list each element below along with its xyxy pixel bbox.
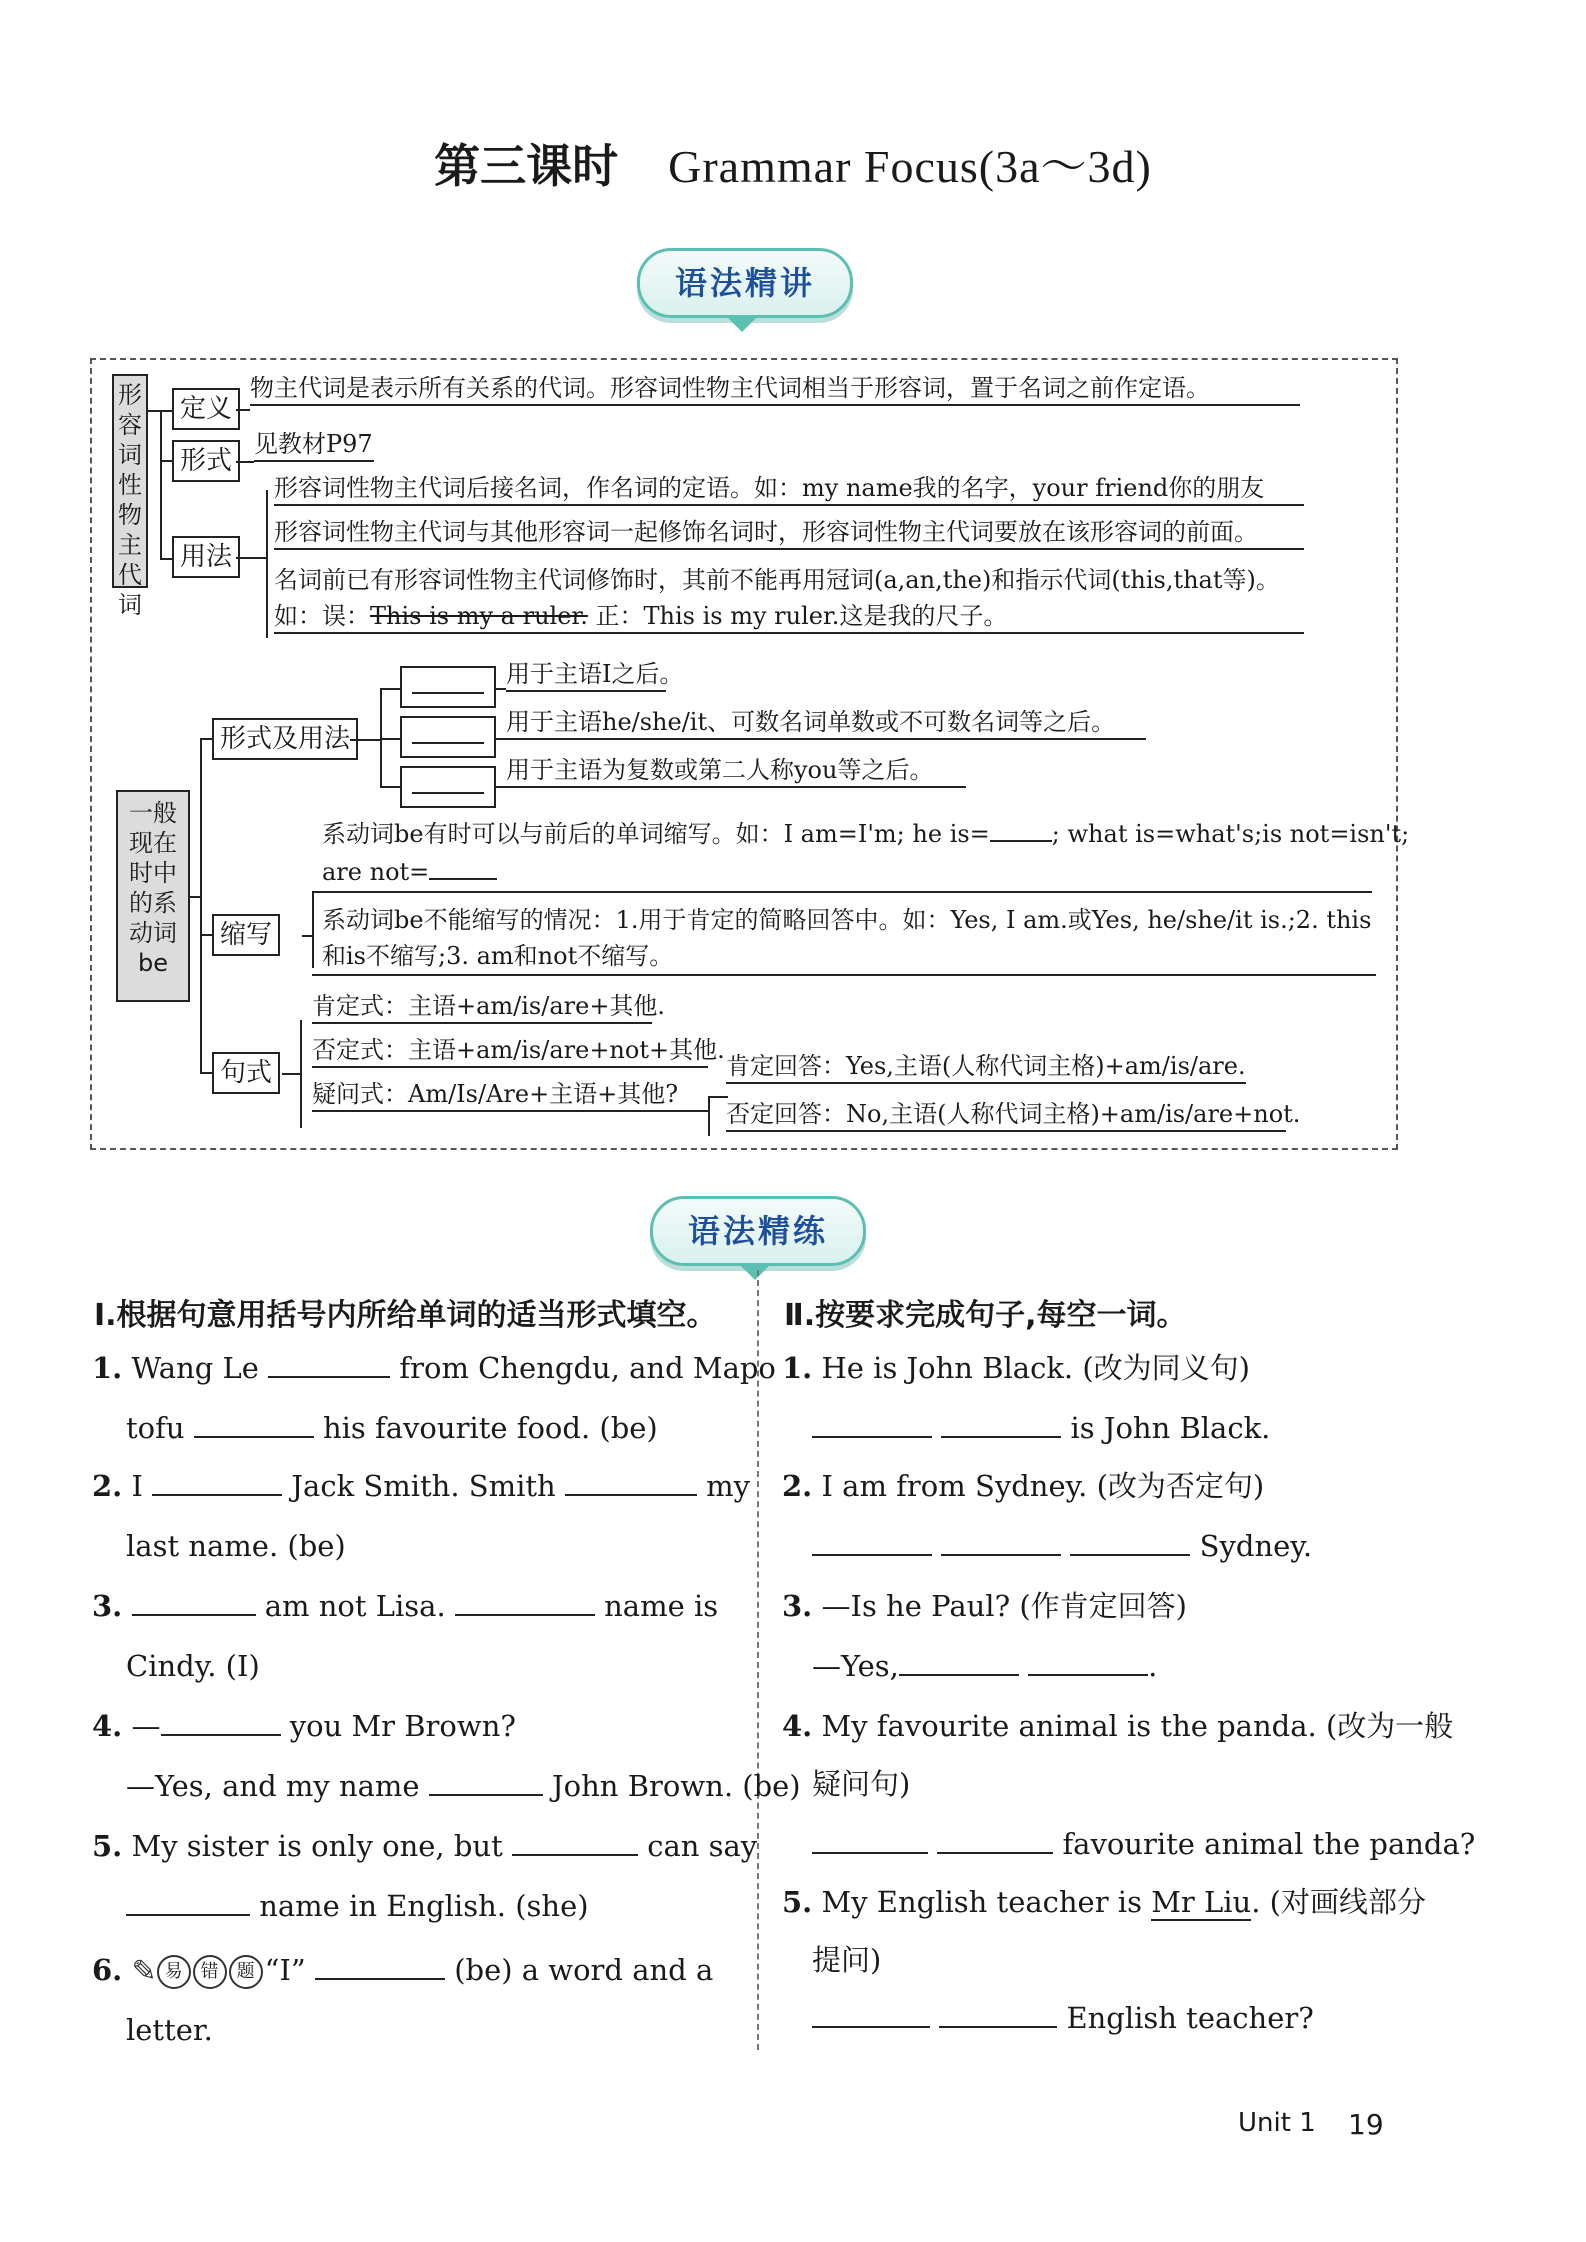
p1-q2-line2: last name. (be) <box>126 1529 346 1563</box>
p2-q5-line2: 提问) <box>812 1943 882 1977</box>
usage-line-2: 形容词性物主代词与其他形容词一起修饰名词时，形容词性物主代词要放在该形容词的前面。 <box>274 516 1304 550</box>
contraction-line-2: are not= <box>322 856 497 888</box>
negative-answer: 否定回答：No,主语(人称代词主格)+am/is/are+not. <box>726 1098 1286 1132</box>
usage-line-4: 如：误：This is my a ruler. 正：This is my ruler.这是我的尺子。 <box>274 600 1304 634</box>
banner-tail <box>728 318 756 332</box>
definition-text: 物主代词是表示所有关系的代词。形容词性物主代词相当于形容词，置于名词之前作定语。 <box>250 372 1300 406</box>
form-text: 见教材P97 <box>254 428 374 462</box>
unit-label: Unit 1 <box>1238 2108 1316 2138</box>
pronoun-label: 形容词性物主代词 <box>112 374 148 588</box>
p2-q1-line2: is John Black. <box>812 1408 1270 1448</box>
p1-q6-line2: letter. <box>126 2013 213 2047</box>
p2-q5-line1: 5. My English teacher is Mr Liu. (对画线部分 <box>782 1885 1426 1919</box>
p1-q3-line1: 3. am not Lisa. name is <box>92 1589 719 1623</box>
p2-q4-line3: favourite animal the panda? <box>812 1824 1475 1864</box>
p1-q1-blank-2[interactable] <box>194 1436 314 1438</box>
question-form: 疑问式：Am/Is/Are+主语+其他? <box>312 1078 708 1112</box>
p2-q3-blank-2[interactable] <box>1028 1674 1148 1676</box>
definition-tag: 定义 <box>172 388 240 430</box>
p1-q5-blank-1[interactable] <box>512 1854 638 1856</box>
error-prone-tag: 题 <box>229 1955 263 1989</box>
p1-q4-line2: —Yes, and my name John Brown. (be) <box>126 1769 801 1803</box>
p1-q2-line1: 2. I Jack Smith. Smith my <box>92 1469 751 1503</box>
banner-tail <box>741 1266 769 1280</box>
p2-q3-line2: —Yes, . <box>812 1649 1158 1683</box>
form-tag: 形式 <box>172 440 240 482</box>
p2-q2-blank-1[interactable] <box>812 1554 932 1556</box>
p1-q5-line2: name in English. (she) <box>126 1886 589 1926</box>
p1-q6-line1: 6. ✎ 易 错 题 “I” (be) a word and a <box>92 1950 713 1992</box>
usage-tag: 用法 <box>172 536 240 578</box>
p1-q4-blank-1[interactable] <box>161 1734 281 1736</box>
p2-q1-blank-2[interactable] <box>941 1436 1061 1438</box>
contraction-line-4: 和is不缩写;3. am和not不缩写。 <box>322 942 674 970</box>
p2-q2-line2: Sydney. <box>812 1526 1312 1566</box>
wrong-example: This is my a ruler. <box>370 602 588 630</box>
page-title <box>0 130 1586 196</box>
contraction-blank-2[interactable] <box>429 878 497 880</box>
sentence-tag: 句式 <box>212 1052 280 1094</box>
p2-q1-blank-1[interactable] <box>812 1436 932 1438</box>
p2-q5-blank-2[interactable] <box>939 2026 1057 2028</box>
p2-q2-line1: 2. I am from Sydney. (改为否定句) <box>782 1469 1265 1503</box>
p1-q1-line2: tofu his favourite food. (be) <box>126 1411 658 1445</box>
p2-q4-blank-1[interactable] <box>812 1852 928 1854</box>
lesson-number: 第三课时 <box>434 139 619 193</box>
p1-q3-blank-2[interactable] <box>455 1614 595 1616</box>
p1-q2-blank-1[interactable] <box>152 1494 282 1496</box>
be-rule-1: 用于主语I之后。 <box>506 658 666 692</box>
be-rule-2: 用于主语he/she/it、可数名词单数或不可数名词等之后。 <box>506 706 1146 740</box>
p1-q4-blank-2[interactable] <box>429 1794 543 1796</box>
usage-line-1: 形容词性物主代词后接名词，作名词的定语。如：my name我的名字，your friend你的朋友 <box>274 472 1304 506</box>
negative-form: 否定式：主语+am/is/are+not+其他. <box>312 1034 708 1068</box>
lesson-topic: Grammar Focus(3a～3d) <box>668 141 1152 192</box>
p2-q3-blank-1[interactable] <box>899 1674 1019 1676</box>
banner-grammar-practice: 语法精练 <box>650 1196 866 1266</box>
p1-q5-line1: 5. My sister is only one, but can say <box>92 1829 758 1863</box>
p1-q3-line2: Cindy. (I) <box>126 1649 260 1683</box>
error-prone-tag: 易 <box>157 1955 191 1989</box>
p1-q3-blank-1[interactable] <box>132 1614 256 1616</box>
contraction-blank-1[interactable] <box>990 840 1052 842</box>
p2-q4-line1: 4. My favourite animal is the panda. (改为一般 <box>782 1709 1454 1743</box>
forms-tag: 形式及用法 <box>212 718 358 760</box>
pencil-icon: ✎ <box>131 1954 157 1989</box>
p2-q3-line1: 3. —Is he Paul? (作肯定回答) <box>782 1589 1187 1623</box>
banner-grammar-explain: 语法精讲 <box>637 248 853 318</box>
p2-q4-line2: 疑问句) <box>812 1767 911 1801</box>
p2-q5-line3: English teacher? <box>812 1998 1314 2038</box>
p2-q2-blank-3[interactable] <box>1070 1554 1190 1556</box>
contraction-tag: 缩写 <box>212 914 280 956</box>
p2-q2-blank-2[interactable] <box>941 1554 1061 1556</box>
error-prone-tag: 错 <box>193 1955 227 1989</box>
usage-line-3: 名词前已有形容词性物主代词修饰时，其前不能再用冠词(a,an,the)和指示代词(this,that等)。 <box>274 566 1280 594</box>
page-number: 19 <box>1348 2108 1384 2141</box>
p1-q5-blank-2[interactable] <box>126 1914 250 1916</box>
part2-heading: Ⅱ.按要求完成句子,每空一词。 <box>784 1298 1187 1333</box>
p1-q1-line1: 1. Wang Le from Chengdu, and Mapo <box>92 1351 776 1385</box>
be-form-blank-2[interactable] <box>400 716 496 758</box>
p2-q5-blank-1[interactable] <box>812 2026 930 2028</box>
p1-q2-blank-2[interactable] <box>565 1494 697 1496</box>
p1-q1-blank-1[interactable] <box>268 1376 390 1378</box>
underlined-answer: Mr Liu <box>1151 1885 1252 1919</box>
p2-q1-line1: 1. He is John Black. (改为同义句) <box>782 1351 1250 1385</box>
be-label: 一般现在时中的系动词be <box>116 790 190 1002</box>
be-form-blank-1[interactable] <box>400 666 496 708</box>
p2-q4-blank-2[interactable] <box>937 1852 1053 1854</box>
contraction-line-3: 系动词be不能缩写的情况：1.用于肯定的简略回答中。如：Yes, I am.或Yes, he/she/it is.;2. this <box>322 906 1372 934</box>
affirmative-answer: 肯定回答：Yes,主语(人称代词主格)+am/is/are. <box>726 1050 1246 1084</box>
p1-q4-line1: 4. — you Mr Brown? <box>92 1709 516 1743</box>
p1-q6-blank-1[interactable] <box>315 1978 445 1980</box>
be-rule-3: 用于主语为复数或第二人称you等之后。 <box>506 754 966 788</box>
part1-heading: Ⅰ.根据句意用括号内所给单词的适当形式填空。 <box>94 1298 717 1333</box>
positive-form: 肯定式：主语+am/is/are+其他. <box>312 990 652 1024</box>
be-form-blank-3[interactable] <box>400 766 496 808</box>
contraction-line-1: 系动词be有时可以与前后的单词缩写。如：I am=I'm; he is= ; what is=what's;is not=isn't; <box>322 820 1410 848</box>
